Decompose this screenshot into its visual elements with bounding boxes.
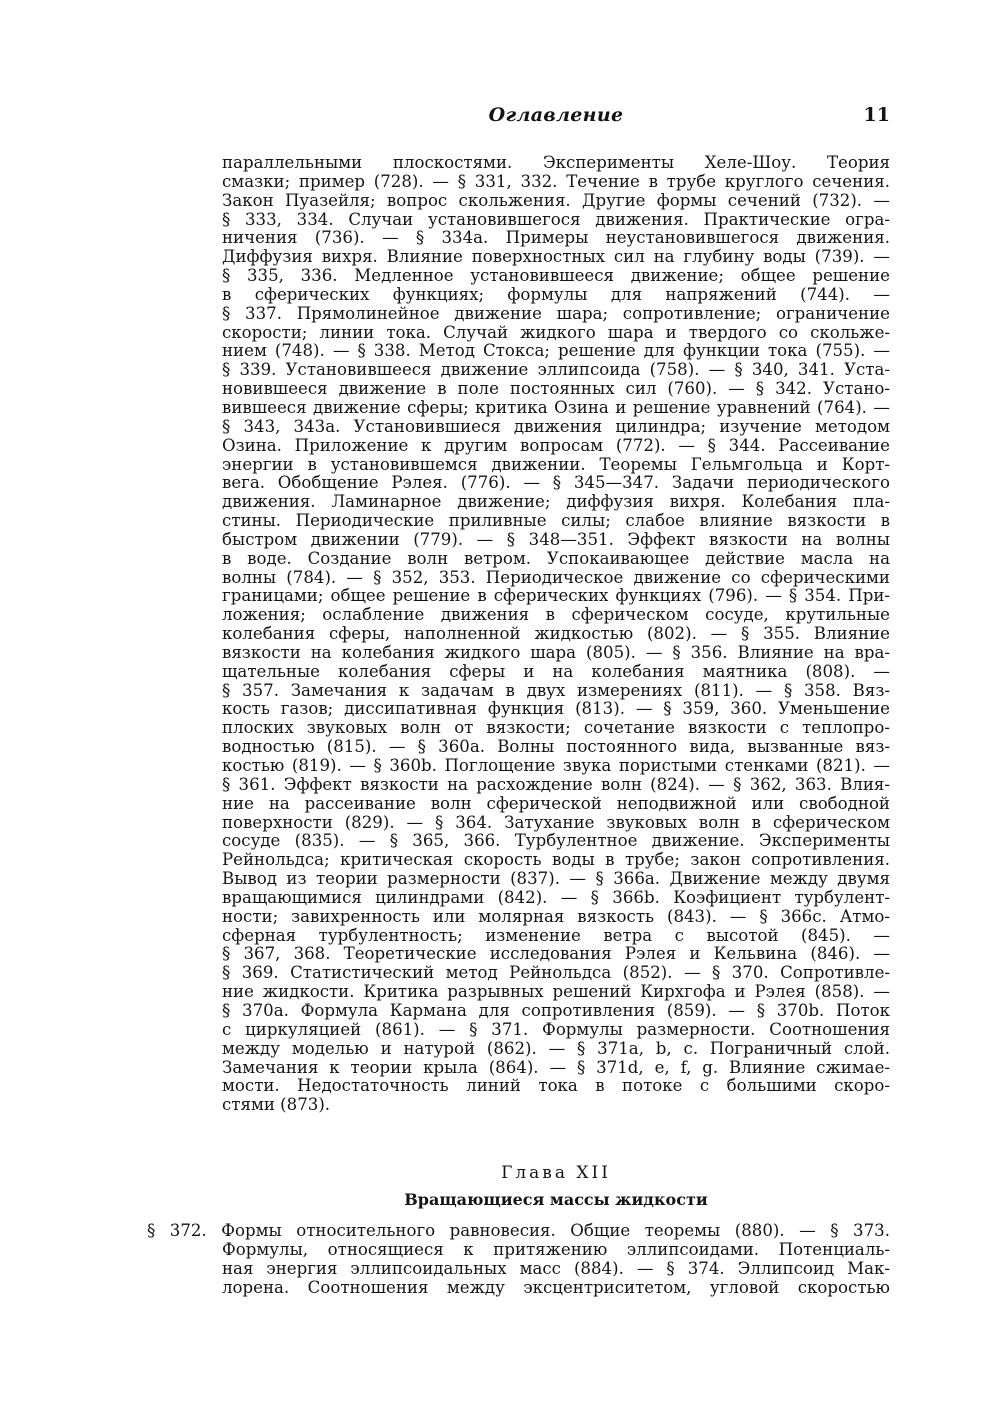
running-title: Оглавление xyxy=(488,104,624,126)
text-line: § 369. Статистический метод Рейнольдса (852). — § 370. Сопротивле- xyxy=(222,964,890,983)
text-line: лорена. Соотношения между эксцентриситетом, угловой скоростью xyxy=(222,1278,890,1297)
page-header xyxy=(222,104,890,134)
text-line: ние на рассеивание волн сферической неподвижной или свободной xyxy=(222,794,890,813)
text-line: Замечания к теории крыла (864). — § 371d, e, f, g. Влияние сжимае- xyxy=(222,1058,890,1077)
text-line: щательные колебания сферы и на колебания маятника (808). — xyxy=(222,662,890,681)
text-line: мости. Недостаточность линий тока в потоке с большими скоро- xyxy=(222,1077,890,1096)
text-line: ности; завихренность или молярная вязкость (843). — § 366c. Атмо- xyxy=(222,907,890,926)
text-line: сосуде (835). — § 365, 366. Турбулентное движение. Эксперименты xyxy=(222,832,890,851)
text-line: в сферических функциях; формулы для напряжений (744). — xyxy=(222,285,890,304)
chapter-title: Вращающиеся массы жидкости xyxy=(404,1190,708,1209)
text-line: скорости; линии тока. Случай жидкого шара и твердого со скольже- xyxy=(222,323,890,342)
text-line: границами; общее решение в сферических функциях (796). — § 354. При- xyxy=(222,587,890,606)
text-line: § 357. Замечания к задачам в двух измерениях (811). — § 358. Вяз- xyxy=(222,681,890,700)
chapter-heading: Глава XII xyxy=(501,1163,611,1183)
text-line: колебания сферы, наполненной жидкостью (802). — § 355. Влияние xyxy=(222,625,890,644)
text-line: новившееся движение в поле постоянных сил (760). — § 342. Устано- xyxy=(222,380,890,399)
text-line: поверхности (829). — § 364. Затухание звуковых волн в сферическом xyxy=(222,813,890,832)
text-line: стины. Периодические приливные силы; слабое влияние вязкости в xyxy=(222,512,890,531)
page-number: 11 xyxy=(863,104,890,126)
text-line: в воде. Создание волн ветром. Успокаивающее действие масла на xyxy=(222,549,890,568)
text-line: кость газов; диссипативная функция (813). — § 359, 360. Уменьшение xyxy=(222,700,890,719)
text-line: волны (784). — § 352, 353. Периодическое движение со сферическими xyxy=(222,568,890,587)
text-line: § 343, 343а. Установившиеся движения цилиндра; изучение методом xyxy=(222,417,890,436)
text-line: Вывод из теории размерности (837). — § 366а. Движение между двумя xyxy=(222,870,890,889)
text-line: смазки; пример (728). — § 331, 332. Течение в трубе круглого сечения. xyxy=(222,172,890,191)
text-line: нием (748). — § 338. Метод Стокса; решение для функции тока (755). — xyxy=(222,342,890,361)
text-line: § 372. Формы относительного равновесия. Общие теоремы (880). — § 373. xyxy=(147,1222,890,1240)
text-line: § 335, 336. Медленное установившееся движение; общее решение xyxy=(222,267,890,286)
text-line: ничения (736). — § 334а. Примеры неустановившегося движения. xyxy=(222,229,890,248)
text-line: вившееся движение сферы; критика Озина и решение уравнений (764). — xyxy=(222,398,890,417)
text-line: § 337. Прямолинейное движение шара; сопротивление; ограничение xyxy=(222,304,890,323)
text-line: между моделью и натурой (862). — § 371а, b, c. Пограничный слой. xyxy=(222,1039,890,1058)
text-line: быстром движении (779). — § 348—351. Эффект вязкости на волны xyxy=(222,530,890,549)
next-chapter-entries xyxy=(147,1222,890,1297)
text-line: энергии в установившемся движении. Теоремы Гельмгольца и Корт- xyxy=(222,455,890,474)
text-line: вязкости на колебания жидкого шара (805). — § 356. Влияние на вра- xyxy=(222,643,890,662)
text-line: движения. Ламинарное движение; диффузия вихря. Колебания пла- xyxy=(222,493,890,512)
text-line: § 370а. Формула Кармана для сопротивления (859). — § 370b. Поток xyxy=(222,1001,890,1020)
text-line: ложения; ослабление движения в сферическом сосуде, крутильные xyxy=(222,606,890,625)
text-line: вега. Обобщение Рэлея. (776). — § 345—347. Задачи периодического xyxy=(222,474,890,493)
text-line: Рейнольдса; критическая скорость воды в трубе; закон сопротивления. xyxy=(222,851,890,870)
text-line: § 339. Установившееся движение эллипсоида (758). — § 340, 341. Уста- xyxy=(222,361,890,380)
text-line: стями (873). xyxy=(222,1096,331,1115)
text-line: Закон Пуазейля; вопрос скольжения. Другие формы сечений (732). — xyxy=(222,191,890,210)
text-line: Формулы, относящиеся к притяжению эллипсоидами. Потенциаль- xyxy=(222,1240,890,1259)
text-line: параллельными плоскостями. Эксперименты Хеле-Шоу. Теория xyxy=(222,154,890,172)
text-line: плоских звуковых волн от вязкости; сочетание вязкости с теплопро- xyxy=(222,719,890,738)
text-line: Диффузия вихря. Влияние поверхностных сил на глубину воды (739). — xyxy=(222,248,890,267)
text-line: § 361. Эффект вязкости на расхождение волн (824). — § 362, 363. Влия- xyxy=(222,775,890,794)
text-line: ная энергия эллипсоидальных масс (884). — § 374. Эллипсоид Мак- xyxy=(222,1259,890,1278)
text-line: ние жидкости. Критика разрывных решений Кирхгофа и Рэлея (858). — xyxy=(222,983,890,1002)
text-line: водностью (815). — § 360а. Волны постоянного вида, вызванные вяз- xyxy=(222,738,890,757)
text-line: сферная турбулентность; изменение ветра с высотой (845). — xyxy=(222,926,890,945)
text-line: § 333, 334. Случаи установившегося движения. Практические огра- xyxy=(222,210,890,229)
text-line: с циркуляцией (861). — § 371. Формулы размерности. Соотношения xyxy=(222,1020,890,1039)
contents-paragraph xyxy=(222,154,890,1115)
text-line: Озина. Приложение к другим вопросам (772). — § 344. Рассеивание xyxy=(222,436,890,455)
text-line: § 367, 368. Теоретические исследования Рэлея и Кельвина (846). — xyxy=(222,945,890,964)
text-line: вращающимися цилиндрами (842). — § 366b. Коэфициент турбулент- xyxy=(222,888,890,907)
text-line: костью (819). — § 360b. Поглощение звука пористыми стенками (821). — xyxy=(222,757,890,775)
